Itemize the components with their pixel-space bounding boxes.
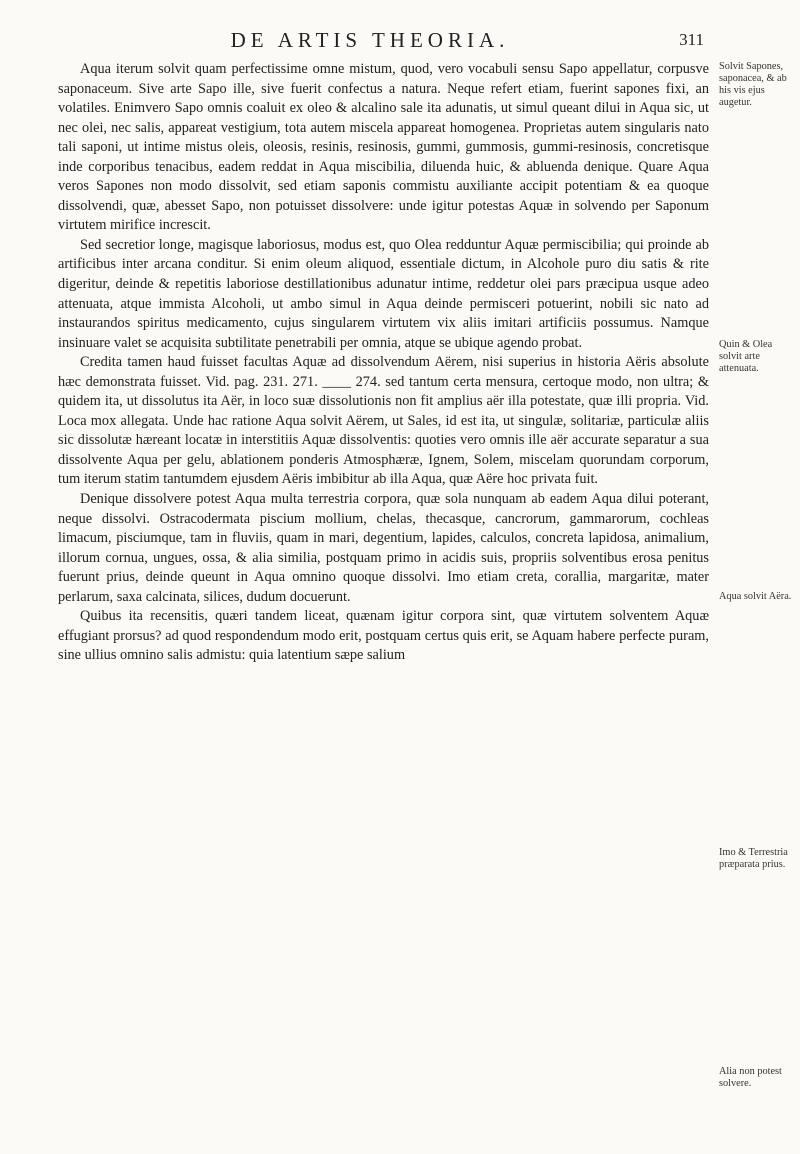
main-text — [58, 60, 709, 666]
margin-note-terrestria: Imo & Terrestria præparata prius. — [719, 847, 788, 870]
paragraph-air: Credita tamen haud fuisset facultas Aquæ ad dissolvendum Aërem, nisi superius in historia Aëris absolute hæc demonstrata fuisset. Vid. pag. 231. 271. ____ 274. sed tantum certa mensura, certoque modo, non ultra; & quidem ita, ut dissolutus ita Aër, in loco suæ dissolutionis non fit amplius aër illa potestate, quæ illi propria. Vid. Loca mox allegata. Unde hac ratione Aqua solvit Aërem, ut Sales, id est ita, ut singulæ, solitariæ, particulæ aliis sic dissolutæ hæreant locatæ in interstitiis Aquæ dissolventis: quoties vero omnis ille aër accurate separatur a sua dissolvente Aqua per gelu, ablationem ponderis Atmosphæræ, Ignem, Solem, miscelam quorundam corporum, tum iterum statim tantumdem ejusdem Aëris imbibitur ab illa Aqua, quæ Aëre hoc privata fuit. — [58, 354, 709, 488]
paragraph-oils: Sed secretior longe, magisque laboriosus, modus est, quo Olea redduntur Aquæ permiscibilia; qui proinde ab artificibus inter arcana conditur. Si enim oleum aliquod, essentiale dictum, in Alcohole puro diu satis & rite digeritur, deinde & repetitis laboriose destillationibus adunatur intime, reddetur olei pars præcipua usque adeo attenuata, atque immista Alcoholi, ut ambo simul in Aqua deinde permisceri potuerint, nobili sic nato ad instaurandos spiritus medicamento, cujus singularem virtutem vix aliis imitari artificiis possumus. Namque insinuare valet se acquisita subtilitate penetrabili per omnia, atque se ubique agendo probat. — [58, 236, 709, 351]
running-head: DE ARTIS THEORIA. — [230, 28, 510, 52]
paragraph-terrestrial: Denique dissolvere potest Aqua multa terrestria corpora, quæ sola nunquam ab eadem Aqua dilui poterant, neque dissolvi. Ostracodermata piscium mollium, chelas, thecasque, cancrorum, gammarorum, cochleas limacum, pisciumque, tam in fluviis, quam in mari, degentium, lapides, calculos, concreta lapidosa, animalium, illorum cornua, ungues, ossa, & alia similia, postquam primo in acidis suis, propriis solventibus erosa penitus fuerunt prius, deinde queunt in Aqua omnino quoque dissolvi. Imo etiam creta, corallia, margaritæ, mater perlarum, saxa calcinata, silices, dudum docuerunt. — [58, 491, 709, 605]
page-number: 311 — [679, 30, 704, 49]
margin-note-aera: Aqua solvit Aëra. — [719, 591, 792, 602]
margin-note-alia: Alia non potest solvere. — [719, 1066, 782, 1089]
paragraph-soap: Aqua iterum solvit quam perfectissime omne mistum, quod, vero vocabuli sensu Sapo appellatur, corpusve saponaceum. Sive arte Sapo ille, sive fuerit confectus a natura. Neque refert etiam, fuerint sapones fixi, an volatiles. Enimvero Sapo omnis coaluit ex oleo & alcalino sale ita adunatis, ut simul queant dilui in Aqua sic, ut nec olei, nec salis, appareat vestigium, tota autem miscela appareat homogenea. Proprietas autem singularis nato tali saponi, ut intime mistus oleis, oleosis, resinis, resinosis, gummi, gummosis, gummi-resinosis, concretisque inde corporibus tenacibus, eadem reddat in Aqua miscibilia, diluenda huic, & abluenda denique. Quare Aqua veros Sapones non modo dissolvit, sed etiam saponis commistu auxiliante accipit potentiam & ea quoque dissolvendi, quæ, abesset Sapo, non potuisset dissolvere: unde igitur potestas Aquæ in solvendo per Saponum virtutem mirifice increscit. — [58, 61, 709, 234]
margin-note-olea: Quin & Olea solvit arte attenuata. — [719, 339, 773, 374]
paragraph-question: Quibus ita recensitis, quæri tandem liceat, quænam igitur corpora sint, quæ virtutem solventem Aquæ effugiant prorsus? ad quod respondendum modo erit, postquam certus quis erit, se Aquam habere perfecte puram, sine ullius omnino salis admistu: quia latentium sæpe salium — [58, 608, 709, 664]
margin-note-sapones: Solvit Sapones, saponacea, & ab his vis ejus augetur. — [719, 61, 787, 108]
